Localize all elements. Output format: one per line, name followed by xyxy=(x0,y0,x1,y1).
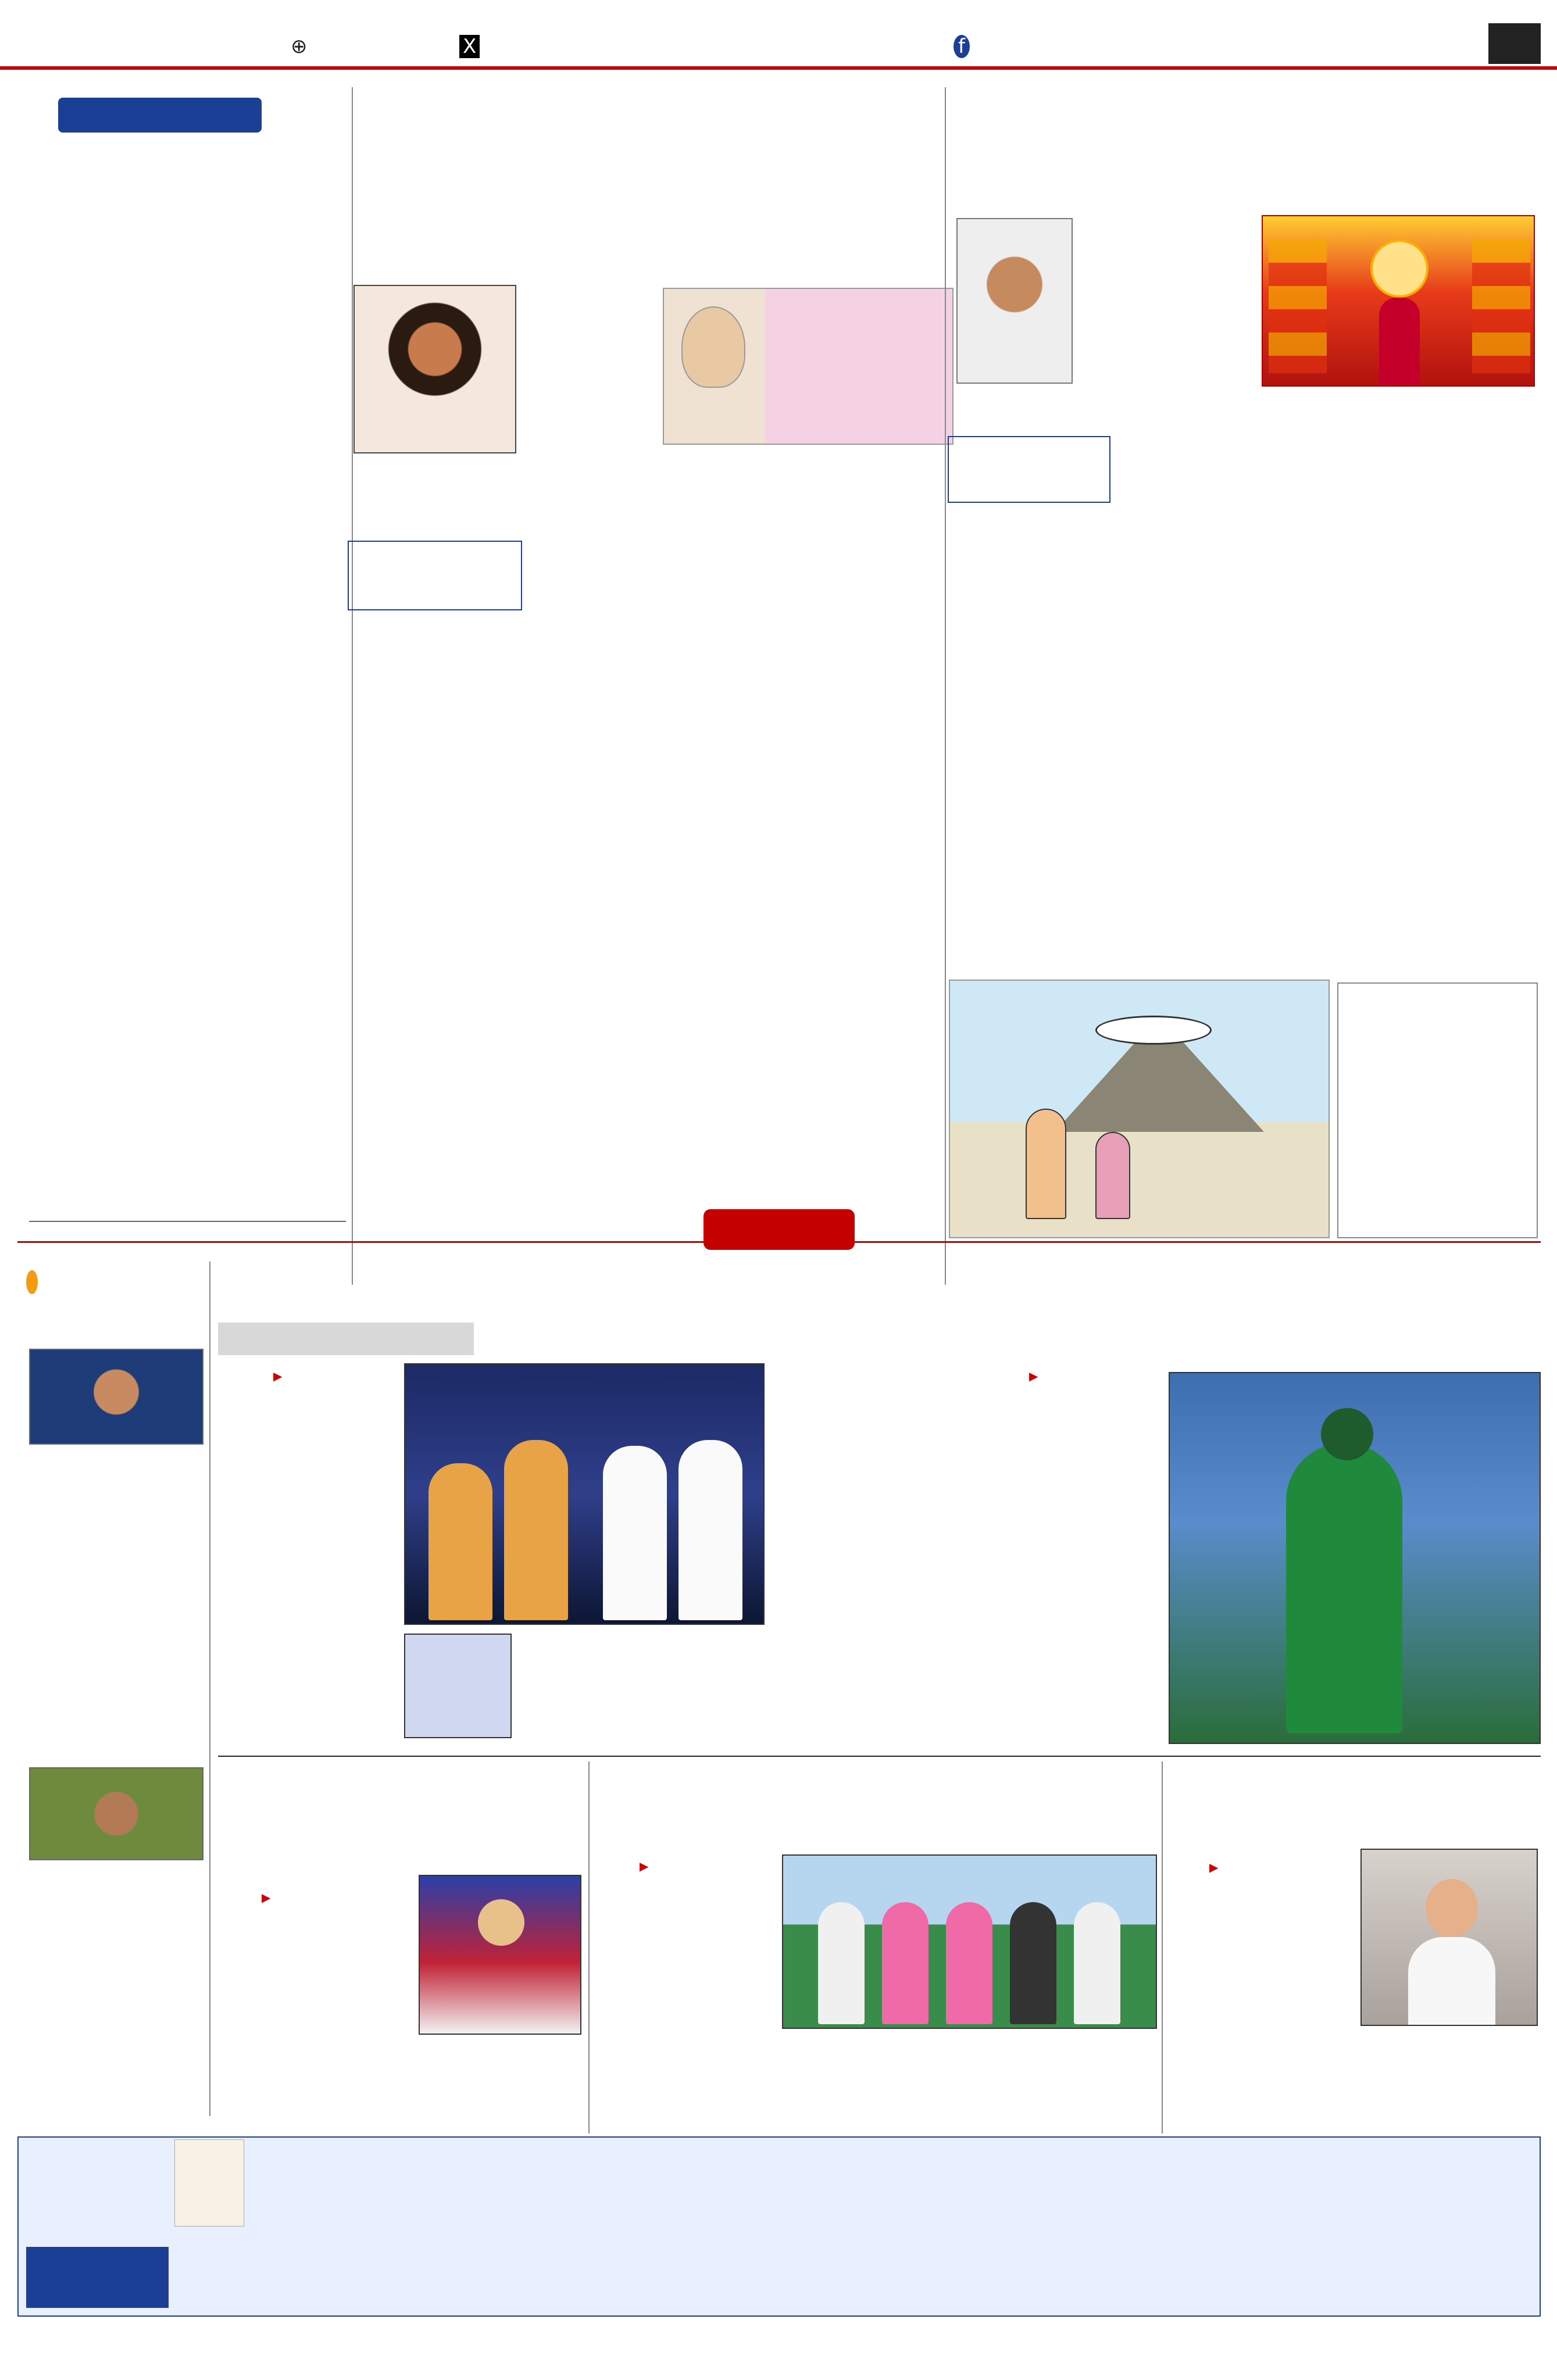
satwik-byline: ▶ xyxy=(273,1369,283,1383)
divider xyxy=(945,87,946,1285)
durga-image xyxy=(1262,215,1535,387)
ganguly-photo xyxy=(29,1349,203,1445)
divider xyxy=(588,1761,590,2134)
satwik-photo xyxy=(404,1363,765,1625)
billie-body xyxy=(1169,1910,1355,2134)
person-figure xyxy=(818,1902,865,2024)
player-figure xyxy=(882,1902,929,2024)
author-photo-rajkumar xyxy=(956,218,1073,384)
ganguly-body xyxy=(26,1449,203,1716)
billie-byline: ▶ xyxy=(1209,1860,1219,1874)
letter-box xyxy=(1337,982,1538,1238)
horoscope-title xyxy=(35,2145,160,2173)
sports-banner xyxy=(703,1209,855,1250)
halo xyxy=(1370,240,1429,298)
facebook-icon: f xyxy=(954,35,970,58)
satwik-caption xyxy=(523,1634,762,1750)
pegula-photo xyxy=(1360,1849,1538,2026)
letter-body xyxy=(1338,989,1537,1187)
player-figure xyxy=(504,1440,568,1620)
mini-goddess-panel xyxy=(1269,240,1327,373)
satwik-body xyxy=(218,1421,395,1846)
astrologer xyxy=(26,2247,169,2308)
athlete-body xyxy=(1408,1937,1495,2026)
sign-mesh-badge xyxy=(174,2139,244,2227)
navratri-col-a xyxy=(1081,220,1250,542)
mithun-photo xyxy=(29,1767,203,1860)
editorial-body xyxy=(134,305,343,1183)
farhan-photo xyxy=(1169,1372,1541,1744)
billie-body2 xyxy=(1360,2043,1538,2134)
divider xyxy=(209,1262,210,2116)
editorial-side xyxy=(40,651,127,1029)
sign-mesh-text xyxy=(174,2227,349,2314)
sbi-byline: ▶ xyxy=(640,1859,649,1873)
bachat-utsav-sign xyxy=(1095,1016,1212,1045)
mithun-body xyxy=(26,1863,203,2113)
sign-mesh-text-top xyxy=(250,2145,349,2224)
mini-goddess-panel xyxy=(1472,240,1530,373)
athlete-head xyxy=(1426,1879,1478,1937)
athlete-head xyxy=(478,1899,524,1946)
poster-title xyxy=(786,306,943,309)
satwik-sub1 xyxy=(218,1323,474,1355)
editorial-footer xyxy=(29,1221,346,1277)
author-photo-kiran xyxy=(353,285,516,453)
women-brand-box xyxy=(348,541,522,610)
sbi-body3 xyxy=(968,2035,1157,2134)
globe-icon: ⊕ xyxy=(291,35,308,58)
hocker-photo xyxy=(419,1875,581,2035)
cartoon-man xyxy=(1026,1109,1066,1219)
hocker-body xyxy=(218,1936,410,2134)
women-col-c xyxy=(663,451,954,1232)
navratri-col-b xyxy=(1259,391,1538,908)
satwik-caption2 xyxy=(773,1634,954,1750)
website[interactable] xyxy=(291,35,308,58)
women-col-a xyxy=(532,288,657,613)
satwik-box xyxy=(404,1634,512,1738)
x-handle[interactable] xyxy=(459,35,484,58)
sports-brief-tag xyxy=(26,1270,38,1294)
goddess-figure xyxy=(1379,298,1420,385)
helmet xyxy=(1321,1408,1373,1460)
editorial-tag xyxy=(58,98,262,133)
navratri-resolutions xyxy=(954,541,1250,953)
swasth-nari-poster xyxy=(663,288,954,445)
batter-figure xyxy=(1286,1443,1402,1734)
sbi-photo xyxy=(782,1854,1157,2029)
facebook-handle[interactable] xyxy=(954,35,973,58)
player-figure xyxy=(603,1446,667,1620)
person-figure xyxy=(1074,1902,1120,2024)
person-figure xyxy=(1010,1902,1056,2024)
farhan-byline: ▶ xyxy=(1029,1369,1038,1383)
sbi-body2 xyxy=(782,2035,959,2134)
farhan-body xyxy=(971,1421,1157,1747)
cartoon xyxy=(949,980,1330,1238)
divider xyxy=(1162,1761,1163,2134)
satwik-side-body xyxy=(773,1398,956,1628)
player-figure xyxy=(678,1440,742,1620)
masthead xyxy=(0,0,1557,70)
pm-portrait xyxy=(681,306,745,388)
hocker-byline: ▶ xyxy=(262,1891,271,1904)
sbi-body xyxy=(596,1908,776,2135)
cartoon-woman xyxy=(1095,1132,1130,1219)
page-number xyxy=(1488,23,1541,64)
hocker-body2 xyxy=(419,2040,584,2134)
divider xyxy=(218,1756,1541,1757)
women-col-b xyxy=(348,616,656,1253)
player-figure xyxy=(946,1902,992,2024)
player-figure xyxy=(428,1463,492,1620)
x-icon: X xyxy=(459,35,480,58)
